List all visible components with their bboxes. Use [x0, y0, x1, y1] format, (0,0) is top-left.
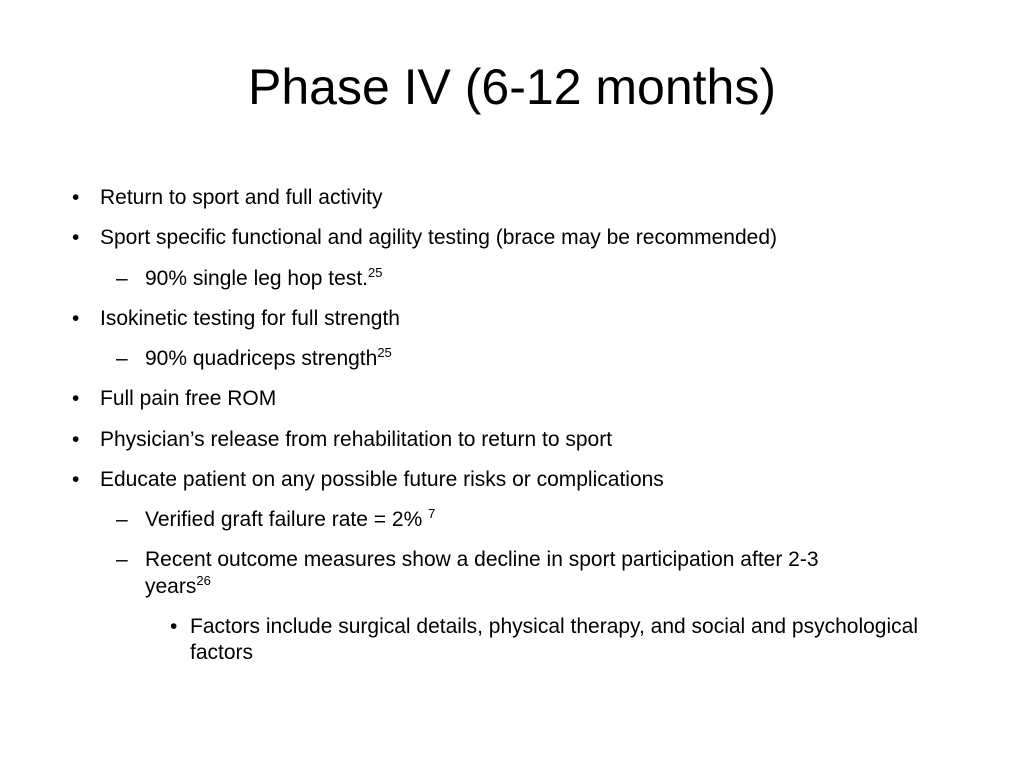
sub-bullet-text: 90% quadriceps strength [145, 347, 378, 370]
bullet-marker: • [72, 427, 80, 451]
bullet-marker: • [72, 387, 80, 411]
bullet-marker: • [72, 467, 80, 491]
bullet-marker: • [170, 614, 178, 638]
reference-superscript: 25 [377, 345, 392, 360]
dash-marker: – [116, 347, 128, 370]
dash-marker: – [116, 508, 128, 531]
sub-bullet-item [70, 547, 970, 600]
bullet-item [70, 225, 970, 251]
sub-bullet-item [70, 266, 970, 292]
sub-sub-bullet-item [70, 614, 970, 667]
bullet-text: Full pain free ROM [100, 387, 277, 411]
sub-bullet-text-line-2: years [145, 574, 197, 598]
sub-bullet-item [70, 507, 970, 533]
reference-superscript: 7 [428, 506, 436, 521]
bullet-item [70, 427, 970, 453]
slide-body [70, 185, 970, 680]
sub-bullet-text-line-1: Recent outcome measures show a decline in sport participation after 2-3 [145, 548, 819, 572]
bullet-text: Educate patient on any possible future risks or complications [100, 467, 664, 491]
bullet-item [70, 306, 970, 332]
bullet-marker: • [72, 306, 80, 330]
dash-marker: – [116, 266, 128, 290]
bullet-text: Return to sport and full activity [100, 186, 383, 209]
bullet-item [70, 467, 970, 493]
sub-bullet-item [70, 346, 970, 372]
reference-superscript: 25 [367, 264, 383, 280]
bullet-marker: • [72, 226, 80, 250]
sub-bullet-text: Verified graft failure rate = 2% [145, 508, 429, 531]
bullet-text: Sport specific functional and agility testing (brace may be recommended) [100, 226, 778, 250]
bullet-text: Physician’s release from rehabilitation to return to sport [100, 427, 613, 451]
bullet-item [70, 185, 970, 211]
bullet-text: Isokinetic testing for full strength [100, 306, 400, 330]
reference-superscript: 26 [196, 572, 211, 588]
dash-marker: – [116, 548, 128, 572]
sub-bullet-text: 90% single leg hop test. [145, 266, 368, 290]
bullet-marker: • [72, 186, 80, 209]
bullet-item [70, 386, 970, 412]
sub-sub-bullet-text: Factors include surgical details, physical therapy, and social and psychological factors [190, 614, 918, 664]
slide-title: Phase IV (6-12 months) [247, 59, 777, 115]
